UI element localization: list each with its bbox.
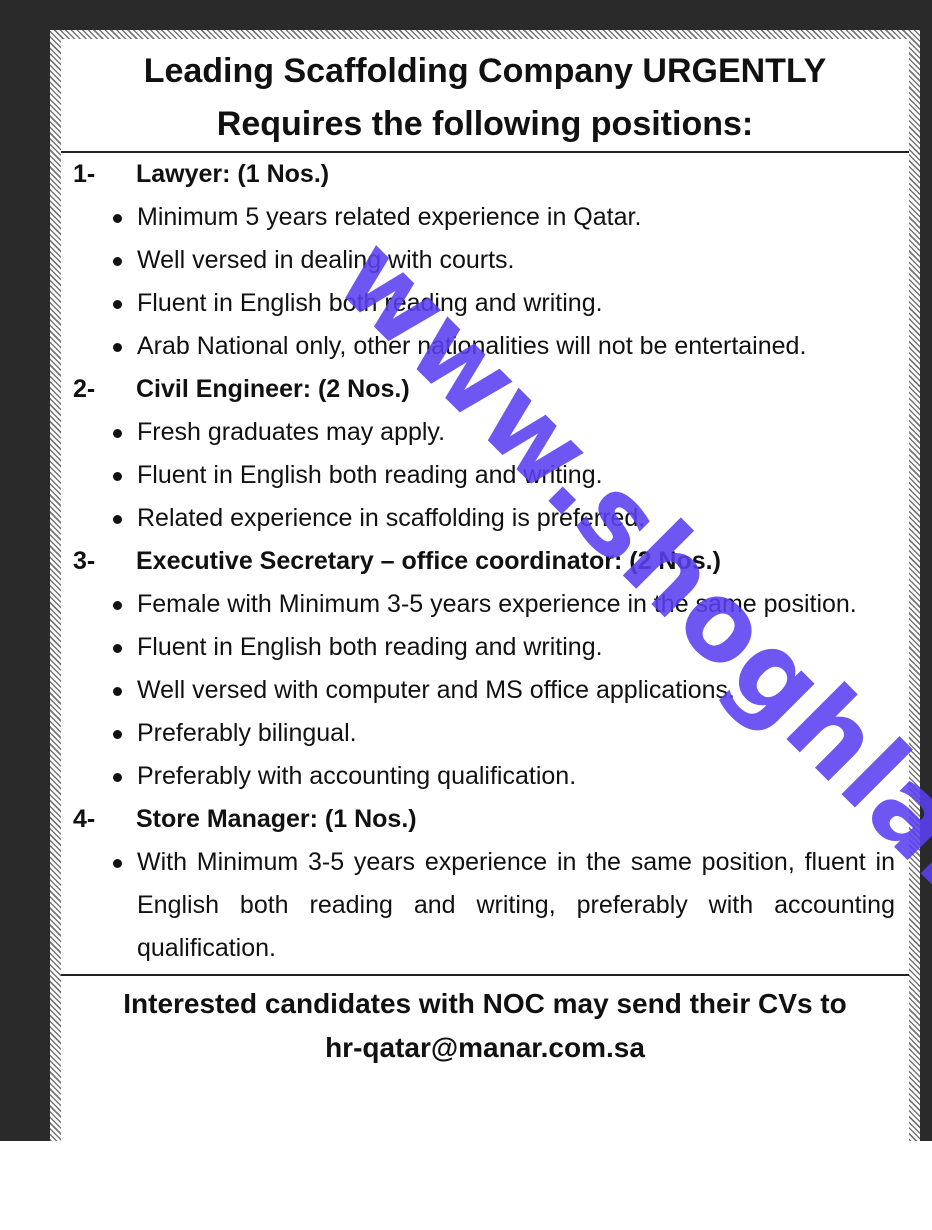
bullet-icon <box>113 644 122 653</box>
requirement-item <box>61 669 909 712</box>
position-title: Store Manager: (1 Nos.) <box>136 805 417 833</box>
requirement-item <box>61 411 909 454</box>
position-item <box>61 798 909 970</box>
positions-list <box>61 153 909 970</box>
position-number: 3- <box>73 547 96 575</box>
requirement-item <box>61 841 909 970</box>
position-number: 4- <box>73 805 96 833</box>
requirements-list <box>61 583 909 798</box>
position-item <box>61 368 909 540</box>
requirement-text: With Minimum 3-5 years experience in the same position, fluent in English both reading and writing, preferably with accounting qualification. <box>137 848 895 962</box>
bullet-icon <box>113 472 122 481</box>
bullet-icon <box>113 343 122 352</box>
position-title: Civil Engineer: (2 Nos.) <box>136 375 410 403</box>
position-title: Lawyer: (1 Nos.) <box>136 160 330 188</box>
position-heading <box>61 540 909 583</box>
contact-email-link[interactable]: hr-qatar@manar.com.sa <box>325 1032 645 1063</box>
requirements-list <box>61 196 909 368</box>
headline-line-2: Requires the following positions: <box>216 105 754 143</box>
position-heading <box>61 798 909 841</box>
requirement-text: Well versed in dealing with courts. <box>137 246 515 274</box>
requirement-text: Arab National only, other nationalities will not be entertained. <box>137 332 807 360</box>
requirement-item <box>61 282 909 325</box>
position-number: 2- <box>73 375 96 403</box>
job-advertisement <box>61 39 909 1141</box>
headline <box>61 39 909 151</box>
requirement-item <box>61 239 909 282</box>
bullet-icon <box>113 300 122 309</box>
requirement-text: Preferably with accounting qualification. <box>137 762 577 790</box>
bullet-icon <box>113 257 122 266</box>
bullet-icon <box>113 773 122 782</box>
requirements-list <box>61 411 909 540</box>
position-heading <box>61 368 909 411</box>
headline-line-1: Leading Scaffolding Company URGENTLY <box>143 52 827 90</box>
position-item <box>61 153 909 368</box>
position-heading <box>61 153 909 196</box>
requirement-item <box>61 712 909 755</box>
requirement-item <box>61 454 909 497</box>
bullet-icon <box>113 601 122 610</box>
bullet-icon <box>113 687 122 696</box>
requirement-text: Fluent in English both reading and writing. <box>137 289 603 317</box>
requirement-text: Female with Minimum 3-5 years experience in the same position. <box>137 590 857 618</box>
footer <box>61 976 909 1070</box>
bullet-icon <box>113 214 122 223</box>
bullet-icon <box>113 859 122 868</box>
bullet-icon <box>113 515 122 524</box>
requirement-text: Well versed with computer and MS office applications. <box>137 676 735 704</box>
requirement-item <box>61 755 909 798</box>
requirement-item <box>61 497 909 540</box>
requirement-text: Related experience in scaffolding is preferred. <box>137 504 646 532</box>
position-number: 1- <box>73 160 96 188</box>
requirement-text: Fluent in English both reading and writing. <box>137 461 603 489</box>
requirement-text: Minimum 5 years related experience in Qatar. <box>137 203 642 231</box>
requirement-text: Preferably bilingual. <box>137 719 357 747</box>
bullet-icon <box>113 730 122 739</box>
requirement-text: Fresh graduates may apply. <box>137 418 446 446</box>
requirement-text: Fluent in English both reading and writing. <box>137 633 603 661</box>
position-title: Executive Secretary – office coordinator: (2 Nos.) <box>136 547 721 575</box>
footer-instruction: Interested candidates with NOC may send their CVs to <box>123 988 847 1019</box>
requirement-item <box>61 325 909 368</box>
bullet-icon <box>113 429 122 438</box>
requirements-list <box>61 841 909 970</box>
position-item <box>61 540 909 798</box>
requirement-item <box>61 196 909 239</box>
requirement-item <box>61 626 909 669</box>
requirement-item <box>61 583 909 626</box>
